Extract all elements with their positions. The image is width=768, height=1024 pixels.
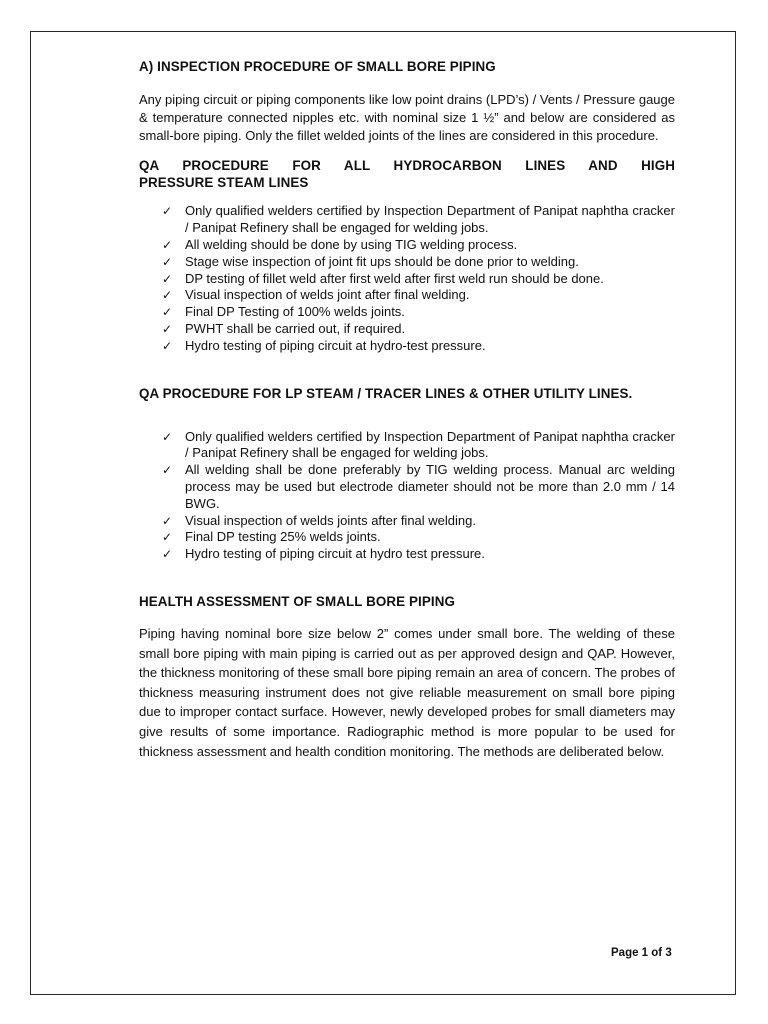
list-item: ✓ Stage wise inspection of joint fit ups should be done prior to welding. <box>162 253 579 269</box>
list-item: ✓ All welding shall be done preferably by TIG welding process. Manual arc welding process may be used but electrode diameter should not be more than 2.0 mm / 14 BWG. <box>162 462 675 511</box>
list-item: ✓ PWHT shall be carried out, if required. <box>162 320 406 336</box>
qa-lp-steam-list <box>139 429 675 563</box>
checkmark-icon: ✓ <box>162 530 173 545</box>
section-a-heading: A) INSPECTION PROCEDURE OF SMALL BORE PIPING <box>139 59 496 74</box>
checkmark-icon: ✓ <box>162 463 173 478</box>
qa-hydrocarbon-heading-line2: PRESSURE STEAM LINES <box>139 175 309 191</box>
checkmark-icon: ✓ <box>162 429 173 444</box>
list-item: ✓ Final DP Testing of 100% welds joints. <box>162 304 405 320</box>
checkmark-icon: ✓ <box>162 254 173 269</box>
section-a-paragraph: Any piping circuit or piping components like low point drains (LPD’s) / Vents / Pressure gauge & temperature connected nipples etc. with nominal size 1 ½” and below are considered as small-bore piping. Only the fillet welded joints of the lines are considered in this procedure. <box>139 92 675 143</box>
health-assessment-paragraph: Piping having nominal bore size below 2” comes under small bore. The welding of these small bore piping with main piping is carried out as per approved design and QAP. However, the thickness monitoring of these small bore piping remain an area of concern. The probes of thickness measuring instrument does not give reliable measurement on small bore piping due to improper contact surface. However, newly developed probes for small diameters may give results of some importance. Radiographic method is more popular to be used for thickness assessment and health condition monitoring. The methods are deliberated below. <box>139 625 675 759</box>
checkmark-icon: ✓ <box>162 513 173 528</box>
list-item: ✓ Hydro testing of piping circuit at hydro test pressure. <box>162 546 485 562</box>
checkmark-icon: ✓ <box>162 305 173 320</box>
list-item: ✓ Only qualified welders certified by Inspection Department of Panipat naphtha cracker / Panipat Refinery shall be engaged for welding jobs. <box>162 203 675 236</box>
qa-lp-steam-heading: QA PROCEDURE FOR LP STEAM / TRACER LINES & OTHER UTILITY LINES. <box>139 385 633 401</box>
page-number: Page 1 of 3 <box>611 947 672 959</box>
checkmark-icon: ✓ <box>162 237 173 252</box>
qa-hydrocarbon-heading-line1: QA PROCEDURE FOR ALL HYDROCARBON LINES AND HIGH <box>139 158 675 174</box>
list-item: ✓ Visual inspection of welds joint after final welding. <box>162 287 470 303</box>
checkmark-icon: ✓ <box>162 271 173 286</box>
health-assessment-heading: HEALTH ASSESSMENT OF SMALL BORE PIPING <box>139 593 456 609</box>
document-body <box>139 58 675 761</box>
checkmark-icon: ✓ <box>162 321 173 336</box>
checkmark-icon: ✓ <box>162 288 173 303</box>
checkmark-icon: ✓ <box>162 204 173 219</box>
list-item: ✓ All welding should be done by using TIG welding process. <box>162 236 518 252</box>
qa-hydrocarbon-list <box>139 203 675 354</box>
checkmark-icon: ✓ <box>162 547 173 562</box>
qa-hydrocarbon-heading <box>139 157 675 191</box>
list-item: ✓ Visual inspection of welds joints after final welding. <box>162 512 476 528</box>
list-item: ✓ Final DP testing 25% welds joints. <box>162 529 381 545</box>
list-item: ✓ Hydro testing of piping circuit at hydro-test pressure. <box>162 337 486 353</box>
list-item: ✓ Only qualified welders certified by Inspection Department of Panipat naphtha cracker / Panipat Refinery shall be engaged for welding jobs. <box>162 428 675 461</box>
checkmark-icon: ✓ <box>162 338 173 353</box>
list-item: ✓ DP testing of fillet weld after first weld after first weld run should be done. <box>162 270 604 286</box>
